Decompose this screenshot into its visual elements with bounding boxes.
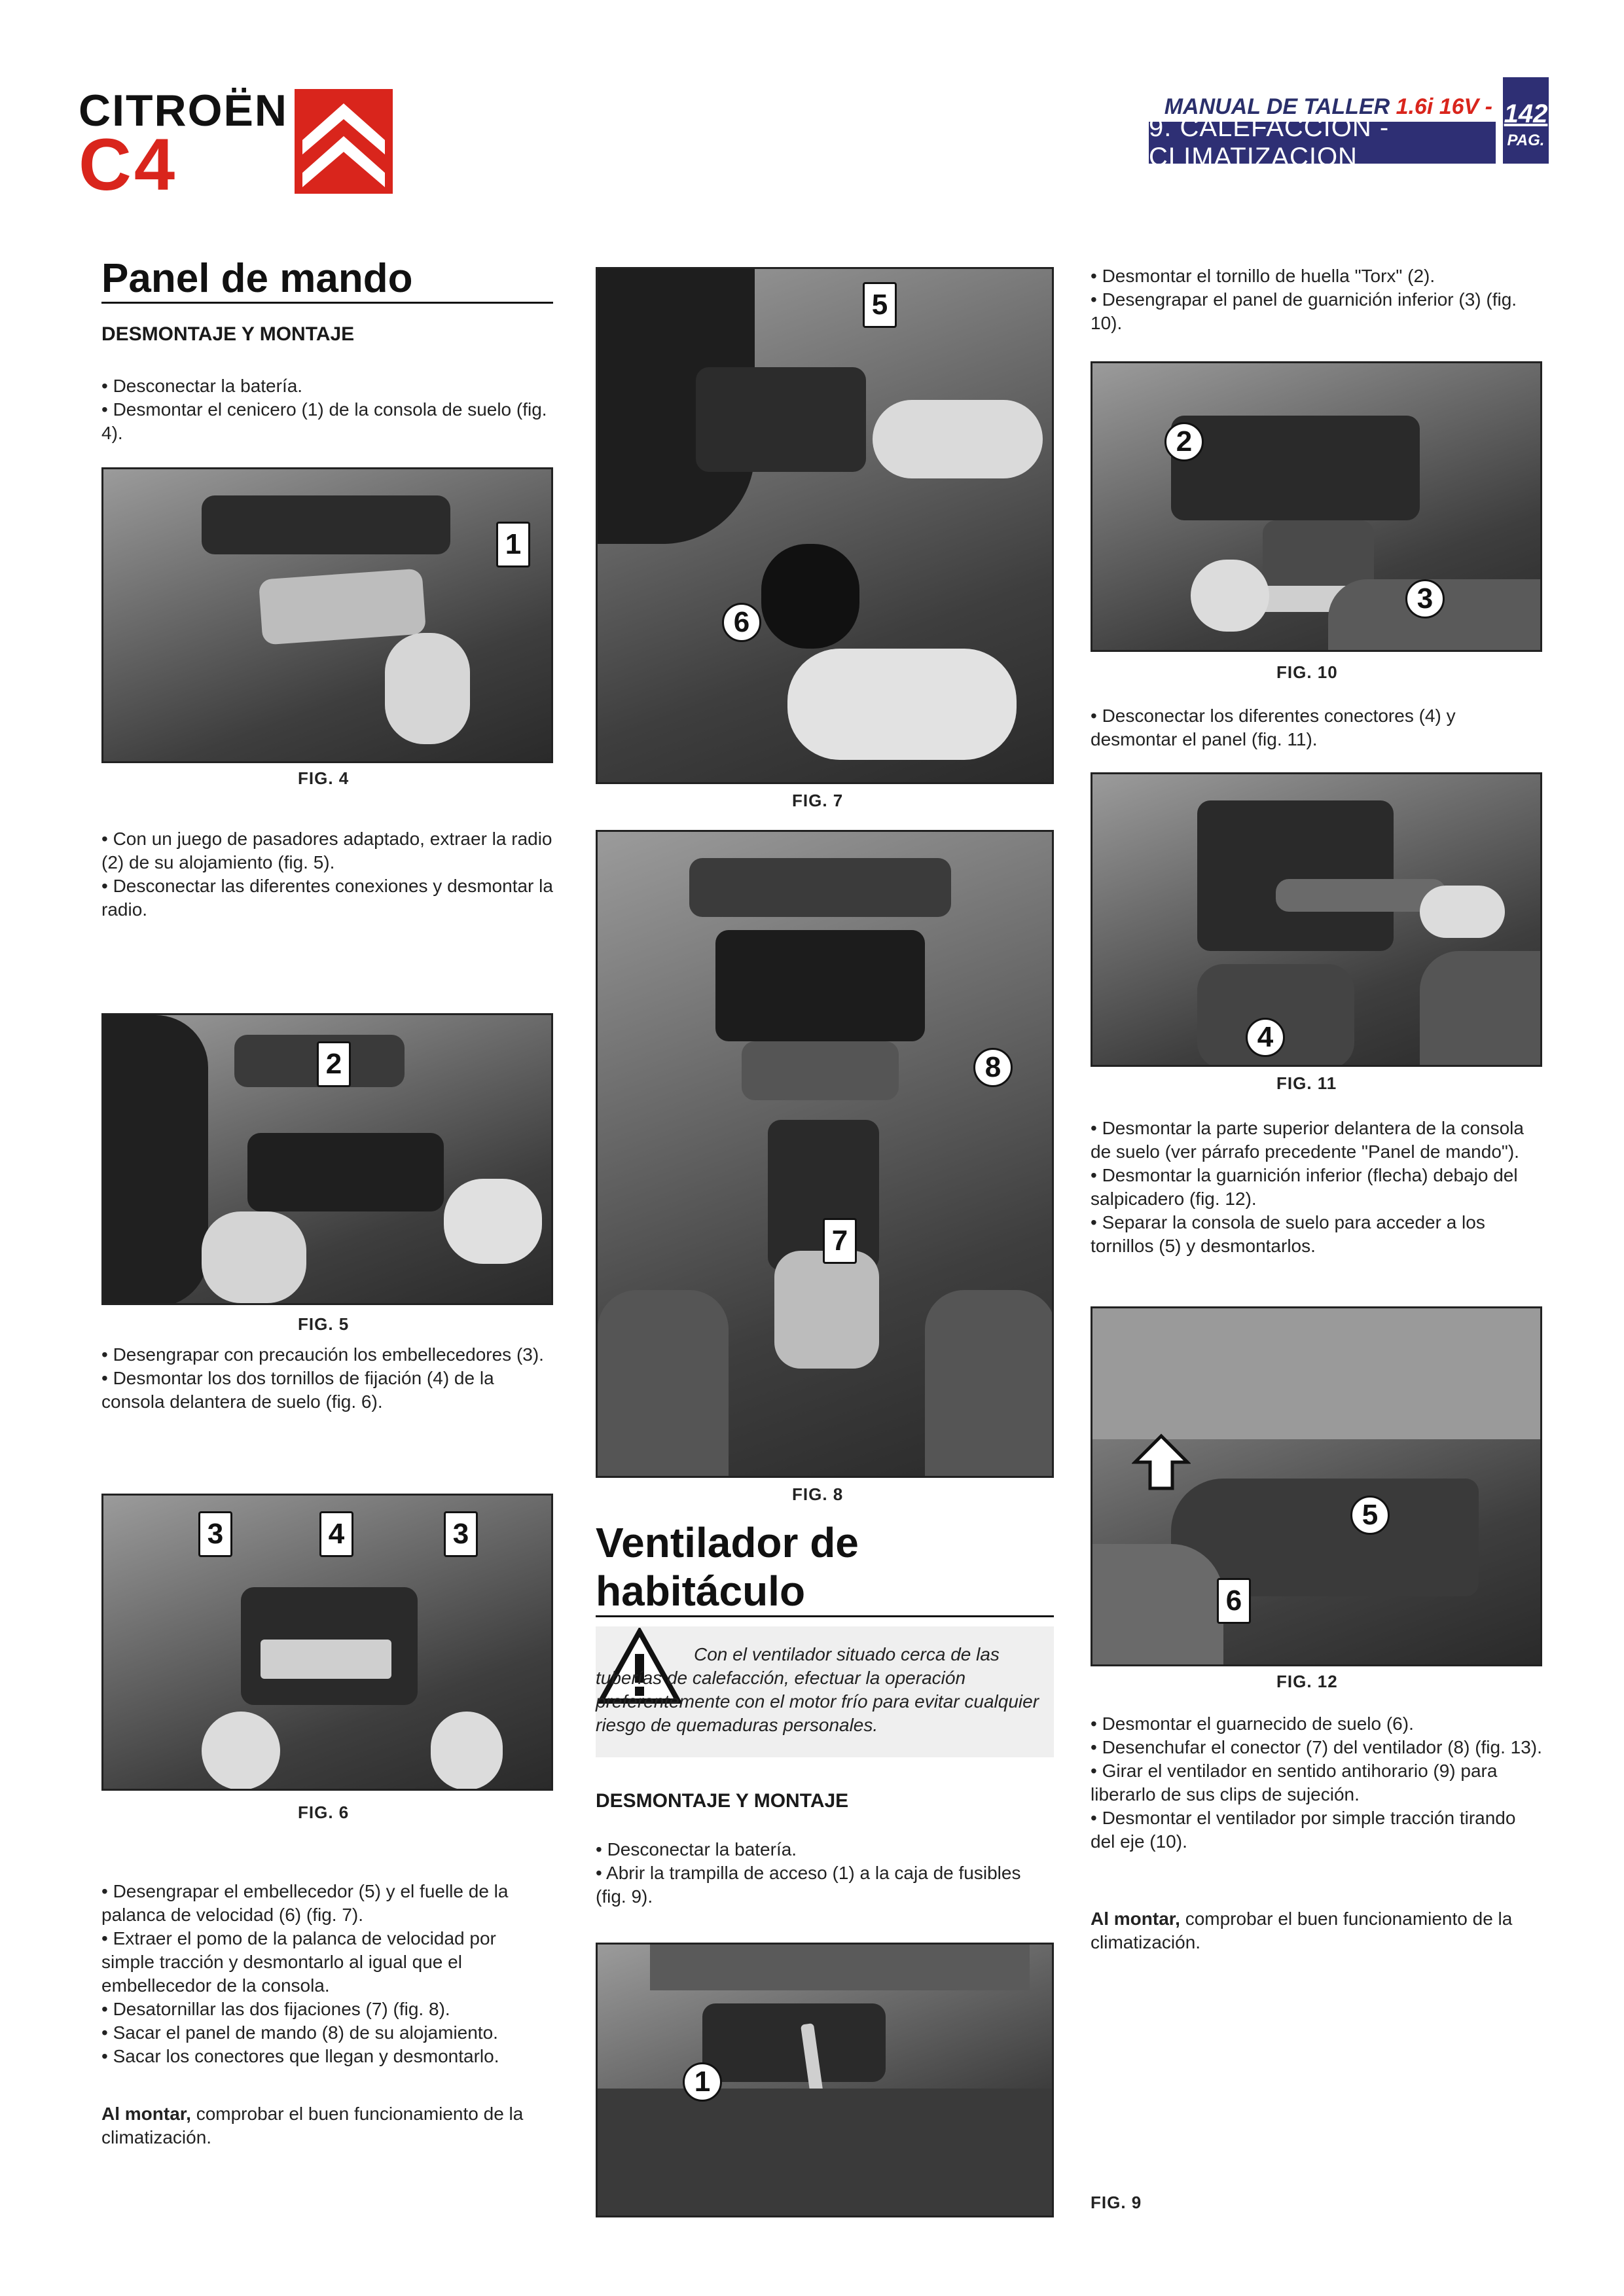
callout-1: 1: [496, 522, 530, 567]
callout-6: 6: [722, 603, 761, 642]
callout-1-fig9: 1: [683, 2062, 722, 2102]
callout-7: 7: [823, 1218, 857, 1264]
panel-steps-4: • Desengrapar el embellecedor (5) y el fuelle de la palanca de velocidad (6) (fig. 7). • Extraer el pomo de la palanca de velocidad por simple tracción y desmontarlo al igual que el embellecedor de la consola. • Desatornillar las dos fijaciones (7) (fig. 8). • Sacar el panel de mando (8) de su alojamiento. • Sacar los conectores que llegan y desmontarlo.: [101, 1881, 509, 2066]
callout-4-fig11: 4: [1246, 1018, 1285, 1057]
fig6-caption: FIG. 6: [298, 1803, 350, 1822]
figure-4: [101, 467, 553, 763]
page-label: PAG.: [1507, 132, 1545, 149]
panel-heading: [101, 255, 553, 304]
callout-8: 8: [973, 1048, 1013, 1087]
figure-9: [596, 1943, 1054, 2217]
ventilador-steps-4: • Desmontar la parte superior delantera de la consola de suelo (ver párrafo precedente "Panel de mando"). • Desmontar la guarnición inferior (flecha) debajo del salpicadero (fig. 12). • Separar la consola de suelo para acceder a los tornillos (5) y desmontarlos.: [1091, 1118, 1524, 1256]
panel-al-montar: [101, 2102, 553, 2149]
ventilador-title-line2: habitáculo: [596, 1568, 806, 1615]
panel-steps-1: • Desconectar la batería. • Desmontar el cenicero (1) de la consola de suelo (fig. 4).: [101, 376, 547, 443]
panel-subtitle: DESMONTAJE Y MONTAJE: [101, 323, 355, 345]
figure-7: [596, 267, 1054, 784]
ventilador-title-line1: Ventilador de: [596, 1519, 859, 1566]
ventilador-al-montar-bold: Al montar,: [1091, 1909, 1180, 1929]
section-title: 9. CALEFACCION - CLIMATIZACION: [1149, 122, 1496, 164]
fig11-caption: FIG. 11: [1276, 1073, 1337, 1093]
fig7-caption: FIG. 7: [792, 791, 844, 810]
fig8-caption: FIG. 8: [792, 1484, 844, 1504]
ventilador-heading: [596, 1518, 1054, 1617]
figure-10: [1091, 361, 1542, 652]
fig10-caption: FIG. 10: [1276, 662, 1338, 682]
callout-4: 4: [319, 1511, 353, 1557]
brand-name: CITROËN: [79, 86, 288, 135]
model-name: C4: [79, 124, 178, 206]
callout-5: 5: [863, 282, 897, 328]
panel-al-montar-rest: comprobar el buen funcionamiento de la climatización.: [101, 2104, 524, 2147]
callout-3-right: 3: [444, 1511, 478, 1557]
callout-6-fig12: 6: [1217, 1578, 1251, 1624]
citroen-c4-logo: [79, 85, 393, 206]
fig9-caption: FIG. 9: [1091, 2193, 1142, 2212]
fig5-caption: FIG. 5: [298, 1314, 350, 1334]
ventilador-steps-1: • Desconectar la batería. • Abrir la trampilla de acceso (1) a la caja de fusibles (fig. 9).: [596, 1839, 1021, 1907]
callout-3-fig10: 3: [1405, 579, 1445, 619]
ventilador-steps-3: • Desconectar los diferentes conectores (4) y desmontar el panel (fig. 11).: [1091, 706, 1456, 749]
page-number: 142: [1504, 99, 1548, 128]
ventilador-steps-5: • Desmontar el guarnecido de suelo (6). • Desenchufar el conector (7) del ventilador (8) (fig. 13). • Girar el ventilador en sentido antihorario (9) para liberarlo de sus clips de sujeción. • Desmontar el ventilador por simple tracción tirando del eje (10).: [1091, 1713, 1542, 1852]
fig12-caption: FIG. 12: [1276, 1672, 1338, 1691]
manual-engines: 1.6i 16V -: [1396, 94, 1492, 119]
panel-title: Panel de mando: [101, 256, 413, 301]
ventilador-al-montar: [1091, 1907, 1542, 1954]
panel-al-montar-bold: Al montar,: [101, 2104, 191, 2124]
figure-8: [596, 830, 1054, 1478]
figure-6: [101, 1494, 553, 1791]
ventilador-steps-2: • Desmontar el tornillo de huella "Torx" (2). • Desengrapar el panel de guarnición inferior (3) (fig. 10).: [1091, 266, 1517, 333]
citroen-chevrons-icon: [295, 89, 393, 194]
manual-prefix: MANUAL DE TALLER: [1164, 94, 1396, 119]
panel-steps-2: • Con un juego de pasadores adaptado, extraer la radio (2) de su alojamiento (fig. 5). • Desconectar las diferentes conexiones y desmontar la radio.: [101, 829, 553, 920]
ventilador-subtitle: DESMONTAJE Y MONTAJE: [596, 1790, 849, 1812]
callout-5-fig12: 5: [1350, 1496, 1390, 1535]
figure-12: [1091, 1306, 1542, 1666]
callout-3-left: 3: [198, 1511, 232, 1557]
ventilador-al-montar-rest: comprobar el buen funcionamiento de la climatización.: [1091, 1909, 1513, 1952]
figure-5: [101, 1013, 553, 1305]
fig4-caption: FIG. 4: [298, 768, 350, 788]
up-arrow-icon: [1132, 1433, 1191, 1492]
page-badge: [1503, 77, 1549, 164]
panel-steps-3: • Desengrapar con precaución los embellecedores (3). • Desmontar los dos tornillos de fijación (4) de la consola delantera de suelo (fig. 6).: [101, 1344, 544, 1412]
ventilador-warning: Con el ventilador situado cerca de las tuberías de calefacción, efectuar la operación preferentemente con el motor frío para evitar cualquier riesgo de quemaduras personales.: [596, 1644, 1039, 1735]
callout-2-fig10: 2: [1164, 422, 1204, 461]
callout-2: 2: [317, 1041, 351, 1087]
figure-11: [1091, 772, 1542, 1067]
